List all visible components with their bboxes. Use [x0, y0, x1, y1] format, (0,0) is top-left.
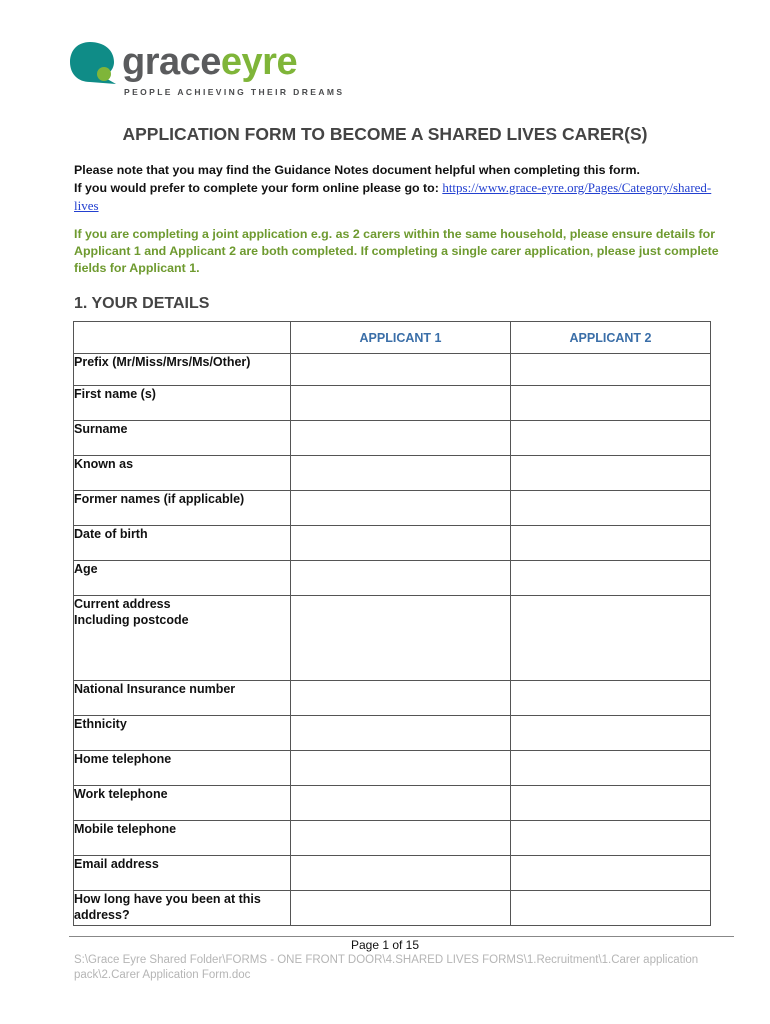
applicant-1-field[interactable]	[291, 456, 511, 491]
applicant-1-field[interactable]	[291, 856, 511, 891]
row-label: Mobile telephone	[74, 821, 291, 856]
applicant-2-field[interactable]	[511, 856, 711, 891]
page-title: APPLICATION FORM TO BECOME A SHARED LIVES CARER(S)	[122, 124, 648, 144]
table-row	[74, 491, 711, 526]
row-label: National Insurance number	[74, 681, 291, 716]
table-row	[74, 821, 711, 856]
applicant-2-field[interactable]	[511, 526, 711, 561]
logo-wordmark: graceeyre	[122, 41, 298, 83]
table-row	[74, 786, 711, 821]
row-label: Former names (if applicable)	[74, 491, 291, 526]
table-row	[74, 681, 711, 716]
table-row	[74, 421, 711, 456]
table-row	[74, 856, 711, 891]
row-label: First name (s)	[74, 386, 291, 421]
table-row	[74, 561, 711, 596]
applicant-2-field[interactable]	[511, 821, 711, 856]
row-label: Home telephone	[74, 751, 291, 786]
applicant-1-field[interactable]	[291, 491, 511, 526]
grace-eyre-logo	[70, 38, 345, 100]
applicant-2-field[interactable]	[511, 716, 711, 751]
row-label: Known as	[74, 456, 291, 491]
row-label: How long have you been at this address?	[74, 891, 291, 926]
table-row	[74, 456, 711, 491]
applicant-2-field[interactable]	[511, 386, 711, 421]
applicant-2-field[interactable]	[511, 751, 711, 786]
logo-mark-icon	[70, 42, 118, 84]
page-number: Page 1 of 15	[350, 938, 420, 952]
row-label: Age	[74, 561, 291, 596]
applicant-2-field[interactable]	[511, 491, 711, 526]
intro-line1: Please note that you may find the Guidance Notes document helpful when completing this form.	[74, 163, 640, 177]
row-label: Work telephone	[74, 786, 291, 821]
applicant-1-field[interactable]	[291, 891, 511, 926]
applicant-2-field[interactable]	[511, 456, 711, 491]
row-label: Current address Including postcode	[74, 596, 291, 681]
applicant-2-field[interactable]	[511, 561, 711, 596]
applicant-1-field[interactable]	[291, 421, 511, 456]
applicant-2-field[interactable]	[511, 596, 711, 681]
table-row	[74, 386, 711, 421]
applicant-1-field[interactable]	[291, 526, 511, 561]
row-label: Prefix (Mr/Miss/Mrs/Ms/Other)	[74, 354, 291, 386]
intro-text	[74, 162, 734, 215]
footer-divider	[69, 936, 734, 937]
applicant-1-field[interactable]	[291, 821, 511, 856]
applicant-1-field[interactable]	[291, 751, 511, 786]
intro-line2: If you would prefer to complete your form online please go to:	[74, 181, 443, 195]
row-label: Email address	[74, 856, 291, 891]
logo-tagline: PEOPLE ACHIEVING THEIR DREAMS	[124, 87, 345, 97]
joint-application-note: If you are completing a joint application e.g. as 2 carers within the same household, please ensure details for Applicant 1 and Applicant 2 are both completed. If completing a single carer application, please just complete fields for Applicant 1.	[74, 227, 719, 275]
table-header-row	[74, 322, 711, 354]
applicant-2-field[interactable]	[511, 354, 711, 386]
table-row	[74, 716, 711, 751]
applicant-1-field[interactable]	[291, 716, 511, 751]
table-row	[74, 596, 711, 681]
details-table	[73, 321, 711, 926]
table-row	[74, 354, 711, 386]
online-form-link[interactable]: https://www.grace-eyre.org/Pages/Category/shared-lives	[74, 180, 712, 213]
table-row	[74, 751, 711, 786]
row-label: Date of birth	[74, 526, 291, 561]
header-applicant-2: APPLICANT 2	[511, 322, 711, 354]
applicant-1-field[interactable]	[291, 386, 511, 421]
applicant-2-field[interactable]	[511, 681, 711, 716]
applicant-1-field[interactable]	[291, 561, 511, 596]
header-label-col	[74, 322, 291, 354]
applicant-2-field[interactable]	[511, 786, 711, 821]
file-path: S:\Grace Eyre Shared Folder\FORMS - ONE FRONT DOOR\4.SHARED LIVES FORMS\1.Recruitment\1.Carer application pack\2.Carer Application Form.doc	[74, 954, 699, 981]
row-label: Surname	[74, 421, 291, 456]
applicant-1-field[interactable]	[291, 681, 511, 716]
applicant-1-field[interactable]	[291, 596, 511, 681]
table-row	[74, 891, 711, 926]
row-label: Ethnicity	[74, 716, 291, 751]
table-row	[74, 526, 711, 561]
applicant-2-field[interactable]	[511, 891, 711, 926]
header-applicant-1: APPLICANT 1	[291, 322, 511, 354]
applicant-2-field[interactable]	[511, 421, 711, 456]
section-title: 1. YOUR DETAILS	[74, 295, 210, 312]
applicant-1-field[interactable]	[291, 786, 511, 821]
applicant-1-field[interactable]	[291, 354, 511, 386]
